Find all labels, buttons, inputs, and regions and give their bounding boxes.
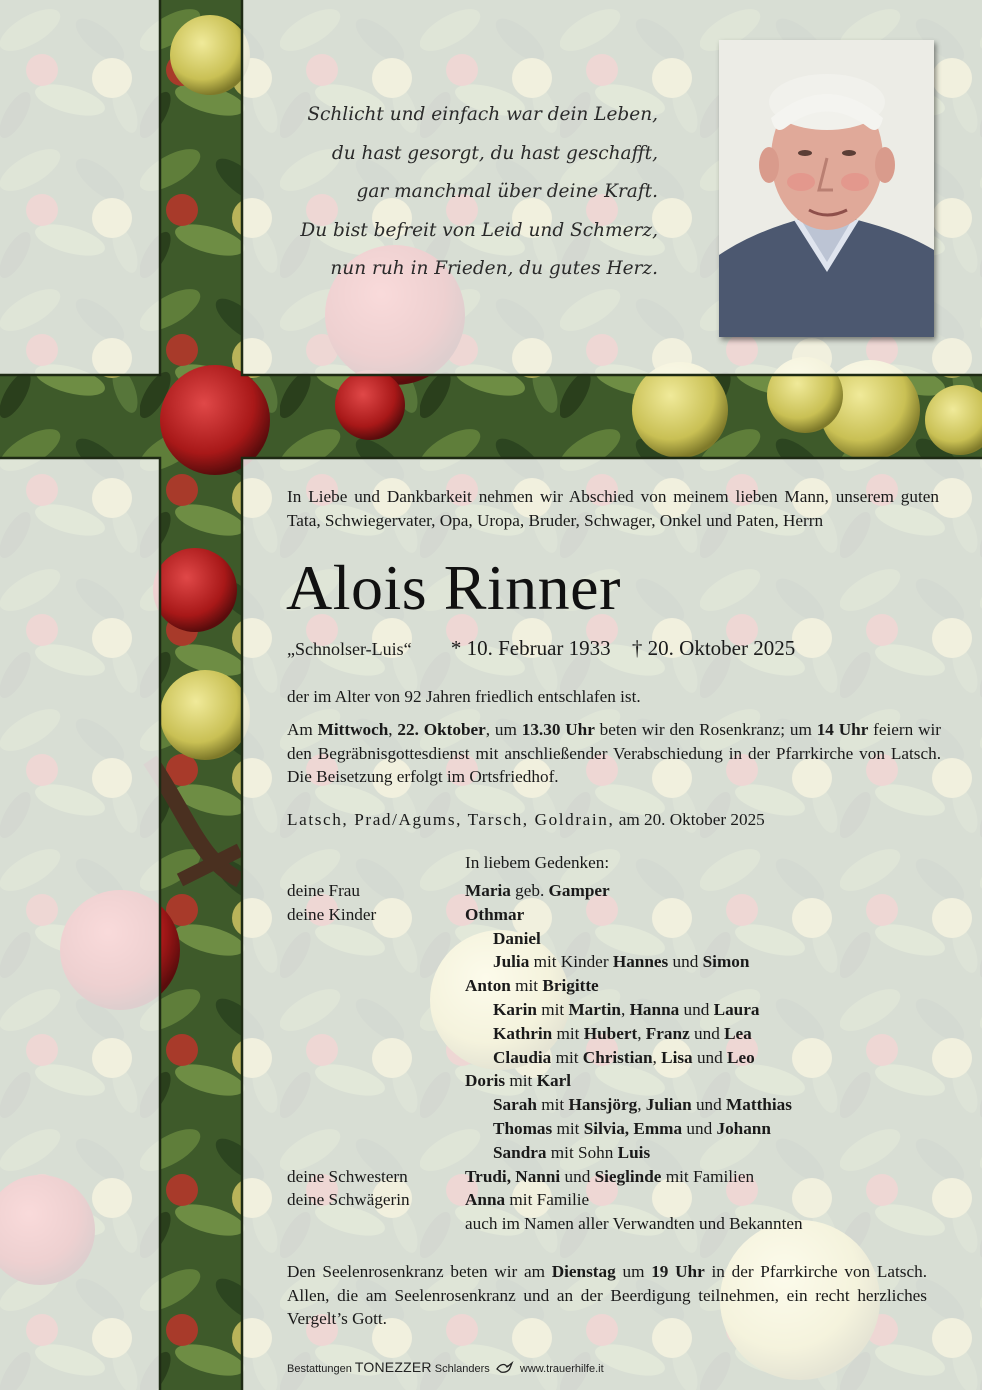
relation-label: deine Kinder — [287, 904, 377, 924]
list-item: Daniel — [493, 928, 541, 948]
portrait-photo — [719, 40, 934, 337]
relation-label: deine Schwestern — [287, 1166, 408, 1186]
ceremony-text: Am Mittwoch, 22. Oktober, um 13.30 Uhr beten wir den Rosenkranz; um 14 Uhr feiern wir den Begräbnisgottesdienst mit anschließender Verabschiedung in der Pfarrkirche von Latsch. Die Beisetzung erfolgt im Ortsfriedhof. — [287, 720, 941, 787]
closing-text: Den Seelenrosenkranz beten wir am Dienstag um 19 Uhr in der Pfarrkirche von Latsch. Allen, die am Seelenrosenkranz und an der Beerdigung teilnehmen, ein recht herzliches Vergelt’s Gott. — [287, 1262, 927, 1329]
birth-date: * 10. Februar 1933 — [450, 636, 611, 660]
places: Latsch, Prad/Agums, Tarsch, Goldrain, — [287, 810, 615, 829]
intro-text: In Liebe und Dankbarkeit nehmen wir Abschied von meinem lieben Mann, unserem guten Tata, Schwiegervater, Opa, Uropa, Bruder, Schwager, Onkel und Paten, Herrn — [287, 487, 939, 530]
list-item: deine Schwestern Trudi, Nanni und Sieglinde mit Familien — [287, 1165, 947, 1189]
portrait-icon — [719, 40, 934, 337]
list-item: Karin mit Martin, Hanna und Laura — [493, 999, 760, 1019]
ceremony-day: Mittwoch — [317, 720, 389, 739]
poem-line: Du bist befreit von Leid und Schmerz, — [300, 219, 658, 241]
rosary-day: Dienstag — [551, 1262, 616, 1281]
mourners-list — [287, 879, 947, 1236]
list-item: Julia mit Kinder Hannes und Simon — [493, 952, 750, 972]
website-link[interactable]: www.trauerhilfe.it — [516, 1363, 604, 1375]
footer: Bestattungen TONEZZER Schlanders www.trauerhilfe.it — [287, 1359, 604, 1375]
nickname: „Schnolser-Luis“ — [287, 639, 412, 659]
list-item: deine Schwägerin Anna mit Familie — [287, 1188, 947, 1212]
list-item: Kathrin mit Hubert, Franz und Lea — [493, 1023, 752, 1043]
relation-label: deine Schwägerin — [287, 1190, 410, 1210]
list-item: Thomas mit Silvia, Emma und Johann — [493, 1118, 771, 1138]
dove-icon — [496, 1361, 514, 1374]
age-text: der im Alter von 92 Jahren friedlich entschlafen ist. — [287, 687, 641, 706]
list-item: Sarah mit Hansjörg, Julian und Matthias — [493, 1095, 792, 1115]
list-item — [287, 1212, 947, 1236]
poem — [240, 96, 658, 289]
notice-date: am 20. Oktober 2025 — [614, 810, 765, 829]
list-item: deine Frau Maria geb. Gamper — [287, 879, 947, 903]
list-item: deine Kinder Othmar — [287, 903, 947, 927]
life-dates — [287, 634, 967, 663]
poem-line: nun ruh in Frieden, du gutes Herz. — [330, 258, 658, 279]
poem-line: Schlicht und einfach war dein Leben, — [307, 104, 658, 125]
list-item: Anton mit Brigitte — [465, 976, 599, 996]
ceremony-date: 22. Oktober — [397, 720, 486, 739]
poem-line: du hast gesorgt, du hast geschafft, — [331, 142, 658, 164]
rosary-time: 13.30 Uhr — [521, 720, 595, 739]
mourners-heading: In liebem Gedenken: — [465, 853, 610, 872]
deceased-name: Alois Rinner — [286, 552, 621, 623]
relatives-line: auch im Namen aller Verwandten und Bekannten — [465, 1214, 803, 1234]
funeral-home-brand: TONEZZER — [354, 1359, 432, 1375]
place-date — [287, 808, 765, 832]
poem-line: gar manchmal über deine Kraft. — [356, 181, 658, 202]
rosary-evening-time: 19 Uhr — [651, 1262, 705, 1281]
list-item: Sandra mit Sohn Luis — [493, 1142, 651, 1162]
list-item: Doris mit Karl — [465, 1071, 571, 1091]
mass-time: 14 Uhr — [816, 720, 869, 739]
relation-label: deine Frau — [287, 881, 361, 900]
list-item: Claudia mit Christian, Lisa und Leo — [493, 1047, 755, 1067]
death-date: † 20. Oktober 2025 — [631, 636, 796, 660]
